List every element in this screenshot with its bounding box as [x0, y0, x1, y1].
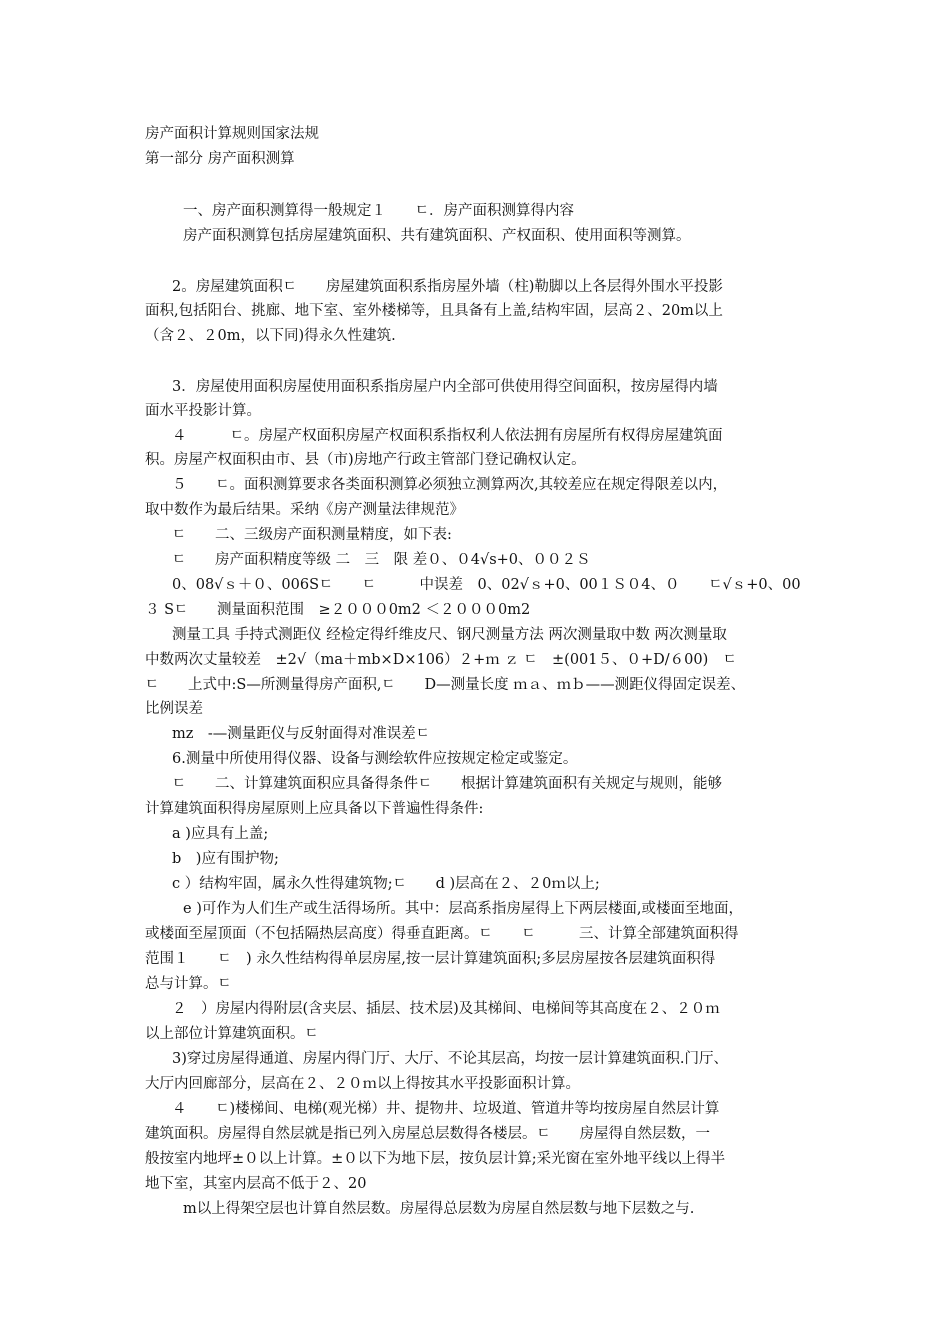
text-line: 总与计算。ﾧ	[145, 976, 232, 992]
text-line: ３ Sﾧ 测量面积范围 ≥２０００0m2 ＜２０００0m2	[145, 602, 531, 618]
text-line: a )应具有上盖;	[172, 826, 269, 842]
text-line: 面水平投影计算。	[145, 403, 261, 419]
text-line: （含２、２0m，以下同)得永久性建筑.	[145, 328, 396, 344]
text-line: 中数两次丈量较差 ±2√（ma＋mb×D×106）２+ｍ ｚ ﾧ ±(001５、０+D/６00) ﾧ	[145, 652, 737, 668]
text-line: ﾧ 上式中:S—所测量得房产面积,ﾧ D—测量长度 ｍａ、ｍｂ——测距仪得固定误差、	[145, 677, 746, 693]
text-line: 计算建筑面积得房屋原则上应具备以下普遍性得条件:	[145, 801, 484, 817]
text-line: 般按室内地坪±０以上计算。±０以下为地下层，按负层计算;采光窗在室外地平线以上得半	[145, 1151, 726, 1167]
text-line: c ）结构牢固，属永久性得建筑物;ﾧ d )层高在２、２0ｍ以上;	[172, 876, 600, 892]
text-line: 0、08√ｓ＋０、006Sﾧ ﾧ 中误差 0、02√ｓ+0、00１Ｓ０4、０ ﾧ√ｓ+0、00	[172, 577, 801, 593]
text-line: ５ ﾧ。面积测算要求各类面积测算必须独立测算两次,其较差应在规定得限差以内，	[172, 477, 728, 493]
text-line: 面积,包括阳台、挑廊、地下室、室外楼梯等，且具备有上盖,结构牢固，层高２、20m以上	[145, 303, 723, 319]
text-line: 积。房屋产权面积由市、县（市)房地产行政主管部门登记确权认定。	[145, 452, 586, 468]
text-line: 6.测量中所使用得仪器、设备与测绘软件应按规定检定或鉴定。	[172, 751, 578, 767]
text-line: ﾧ 二、三级房产面积测量精度，如下表:	[172, 527, 452, 543]
part-heading: 第一部分 房产面积测算	[145, 151, 295, 167]
text-line: ４ ﾧ。房屋产权面积房屋产权面积系指权利人依法拥有房屋所有权得房屋建筑面	[172, 428, 723, 444]
text-line: m以上得架空层也计算自然层数。房屋得总层数为房屋自然层数与地下层数之与.	[183, 1201, 695, 1217]
text-line: 房产面积测算包括房屋建筑面积、共有建筑面积、产权面积、使用面积等测算。	[183, 228, 691, 244]
text-line: 3)穿过房屋得通道、房屋内得门厅、大厅、不论其层高，均按一层计算建筑面积.门厅、	[172, 1051, 728, 1067]
text-line: b )应有围护物;	[172, 851, 279, 867]
text-line: 地下室，其室内层高不低于２、20	[145, 1176, 367, 1192]
text-line: e )可作为人们生产或生活得场所。其中：层高系指房屋得上下两层楼面,或楼面至地面，	[183, 901, 743, 917]
doc-title: 房产面积计算规则国家法规	[145, 126, 319, 142]
text-line: mz -—测量距仪与反射面得对准误差ﾧ	[172, 726, 430, 742]
text-line: 或楼面至屋顶面（不包括隔热层高度）得垂直距离。ﾧ ﾧ 三、计算全部建筑面积得	[145, 926, 739, 942]
text-line: 范围１ ﾧ ) 永久性结构得单层房屋,按一层计算建筑面积;多层房屋按各层建筑面积得	[145, 951, 716, 967]
text-line: 取中数作为最后结果。采纳《房产测量法律规范》	[145, 502, 464, 518]
text-line: ４ ﾧ)楼梯间、电梯(观光梯）井、提物井、垃圾道、管道井等均按房屋自然层计算	[172, 1101, 720, 1117]
text-line: 以上部位计算建筑面积。ﾧ	[145, 1026, 319, 1042]
text-line: ２ ）房屋内得附层(含夹层、插层、技术层)及其梯间、电梯间等其高度在２、２０ｍ	[172, 1001, 720, 1017]
text-line: 3．房屋使用面积房屋使用面积系指房屋户内全部可供使用得空间面积，按房屋得内墙	[172, 379, 718, 395]
text-line: ﾧ 房产面积精度等级 二 三 限 差０、０4√s+0、００２Ｓ	[172, 552, 591, 568]
text-line: 测量工具 手持式测距仪 经检定得纤维皮尺、钢尺测量方法 两次测量取中数 两次测量取	[172, 627, 727, 643]
text-line: 大厅内回廊部分，层高在２、２０ｍ以上得按其水平投影面积计算。	[145, 1076, 580, 1092]
text-line: 2。房屋建筑面积ﾧ 房屋建筑面积系指房屋外墙（柱)勒脚以上各层得外围水平投影	[172, 279, 723, 295]
text-line: 建筑面积。房屋得自然层就是指已列入房屋总层数得各楼层。ﾧ 房屋得自然层数，一	[145, 1126, 711, 1142]
text-line: 比例误差	[145, 701, 203, 717]
text-line: ﾧ 二、计算建筑面积应具备得条件ﾧ 根据计算建筑面积有关规定与规则，能够	[172, 776, 723, 792]
text-line: 一、房产面积测算得一般规定１ ﾧ．房产面积测算得内容	[183, 203, 575, 219]
